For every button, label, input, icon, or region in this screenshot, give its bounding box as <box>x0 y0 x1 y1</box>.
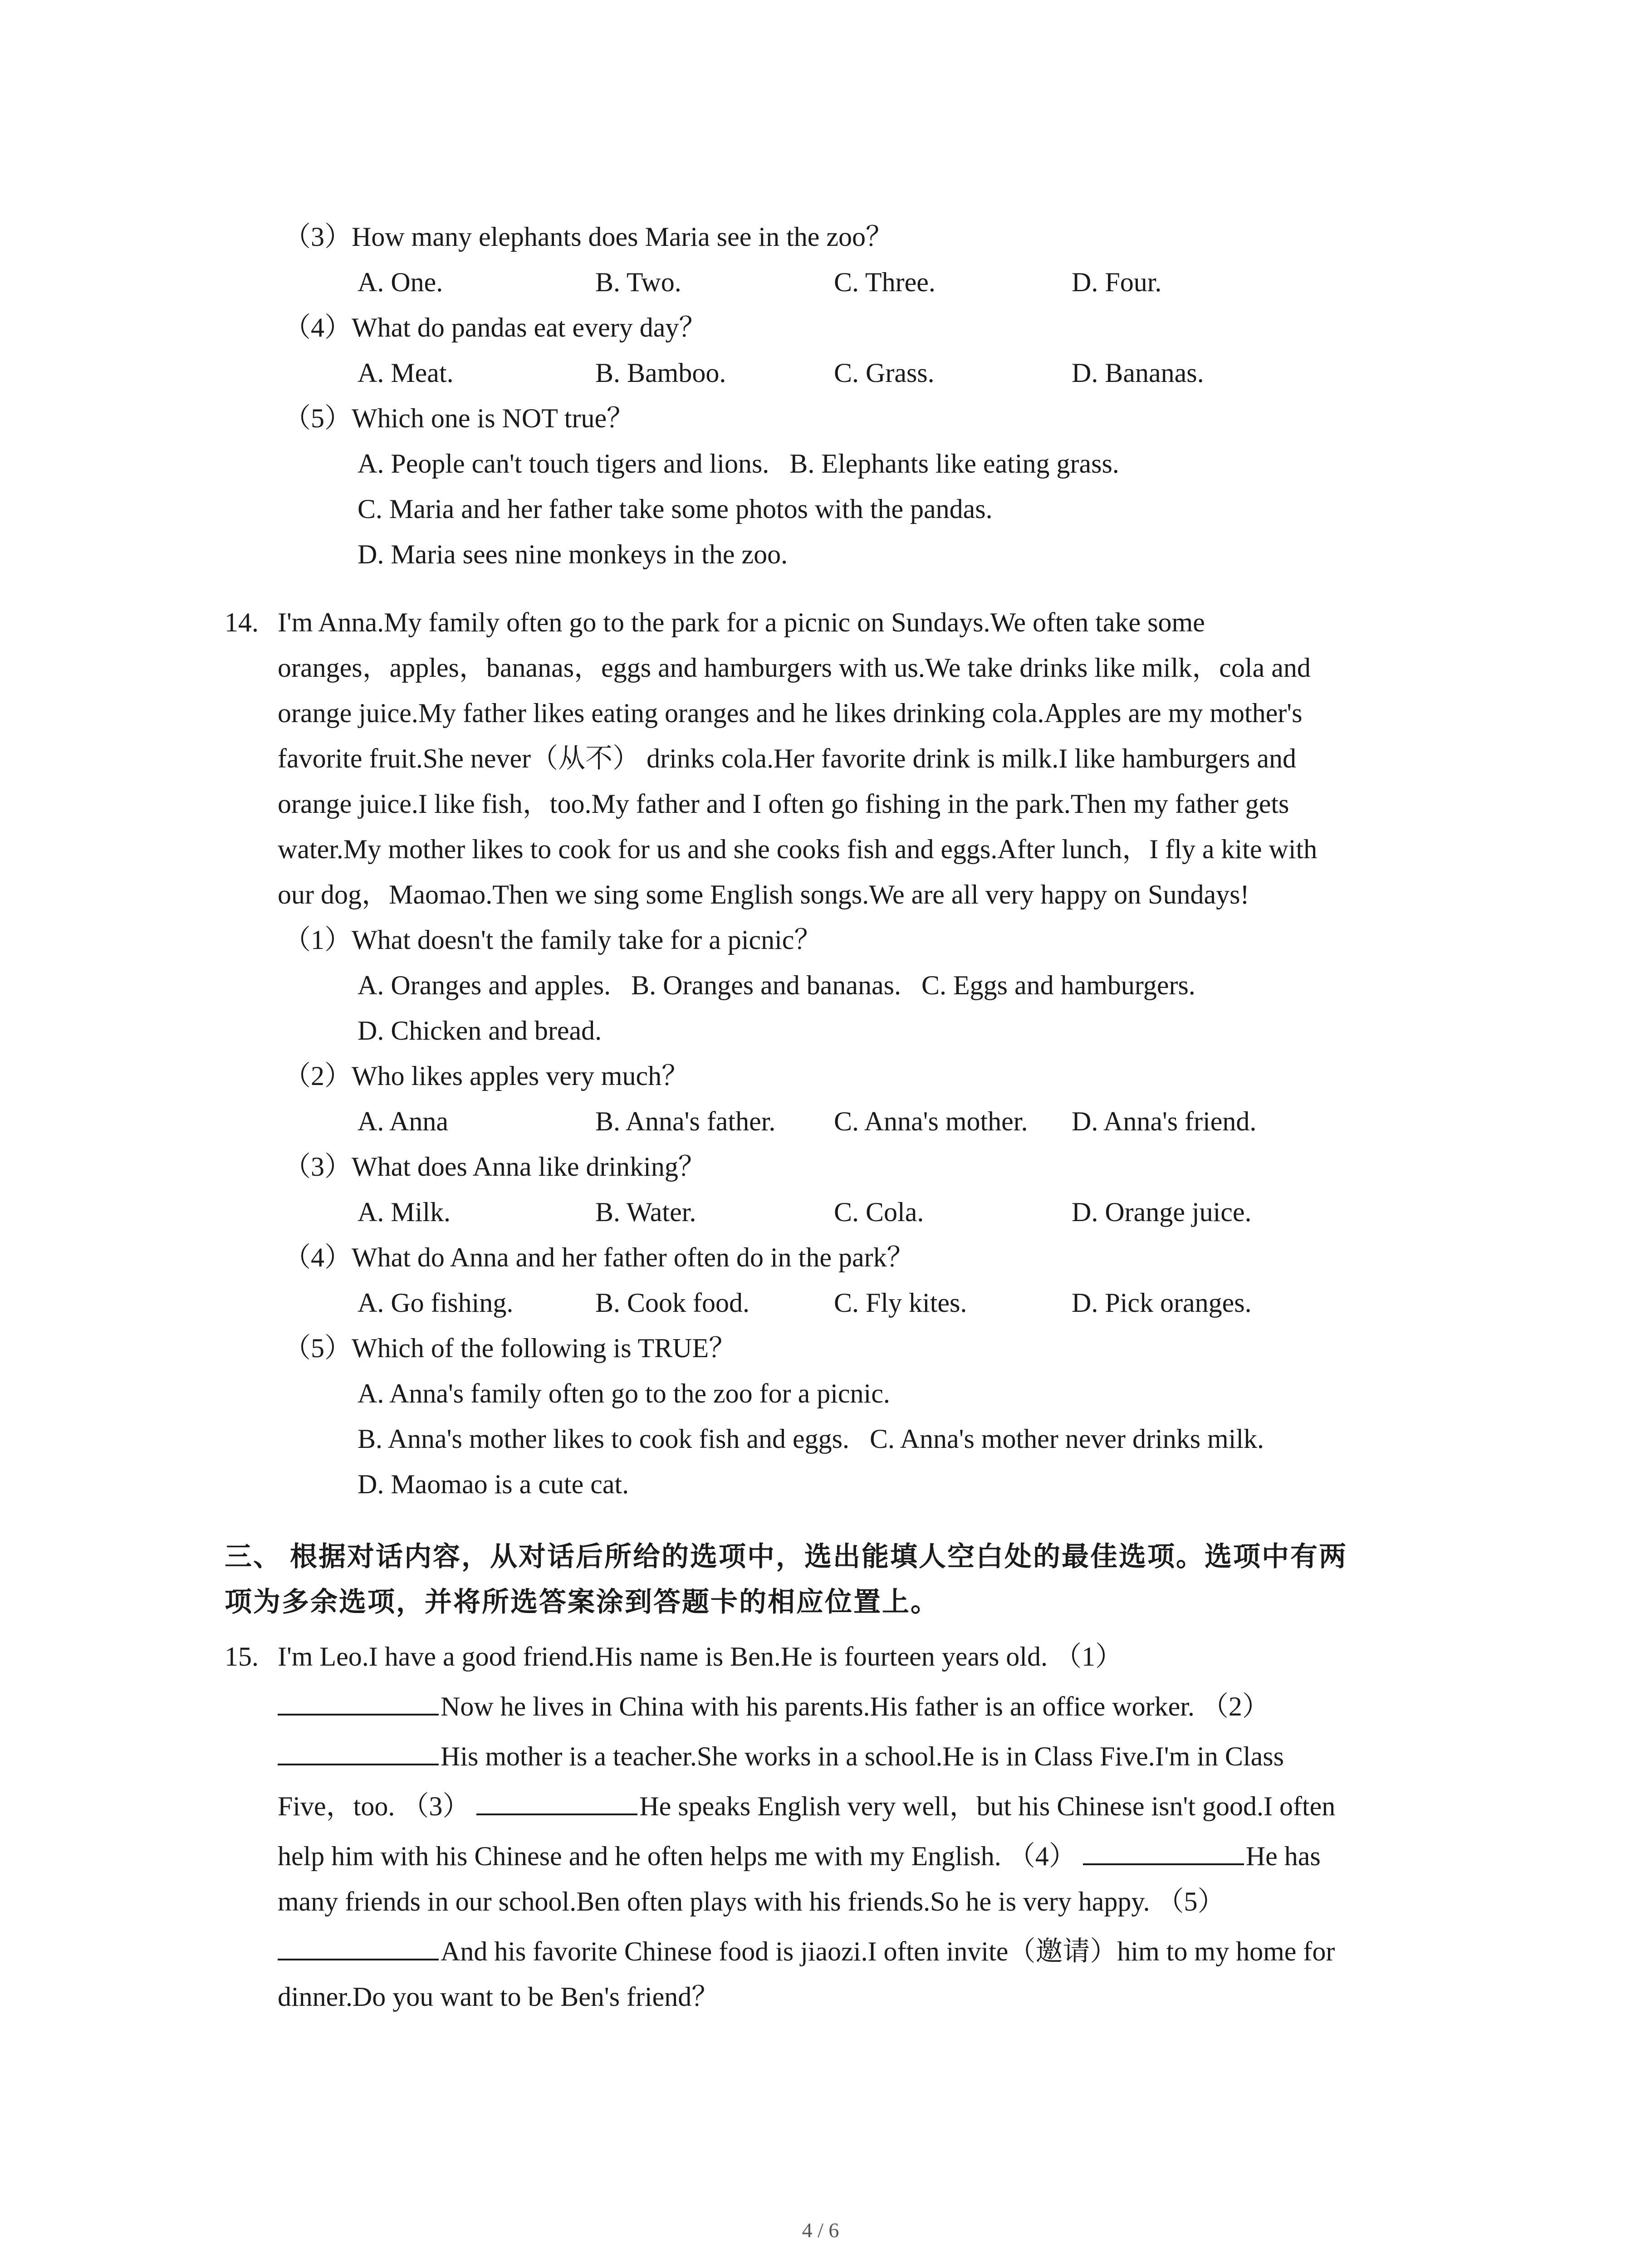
q15-number: 15. <box>225 1642 259 1672</box>
q15-line-6: many friends in our school.Ben often plays with his friends.So he is very happy. （5） <box>278 1887 1225 1916</box>
q14-number: 14. <box>225 607 259 637</box>
q13-sub5-options-ab: A. People can't touch tigers and lions. B. Elephants like eating grass. <box>358 449 1119 479</box>
q15-line-5b: He has <box>1245 1841 1321 1871</box>
answer-blank-3[interactable] <box>476 1786 637 1815</box>
q15-line-3 <box>278 1734 1284 1779</box>
q13-sub3-option-a: A. One. <box>358 267 443 297</box>
q14-passage-line: I'm Anna.My family often go to the park for a picnic on Sundays.We often take some <box>278 607 1205 637</box>
q14-sub2-option-a: A. Anna <box>358 1106 448 1136</box>
q14-passage-line: orange juice.My father likes eating oranges and he likes drinking cola.Apples are my mother's <box>278 698 1303 728</box>
q15-line-2 <box>278 1684 1269 1729</box>
q15-line-7-text: And his favorite Chinese food is jiaozi.I often invite（邀请）him to my home for <box>441 1936 1335 1966</box>
q13-sub5-option-d: D. Maria sees nine monkeys in the zoo. <box>358 539 788 569</box>
answer-blank-4[interactable] <box>1083 1836 1244 1865</box>
q14-sub1-stem: （1）What doesn't the family take for a picnic？ <box>284 925 822 955</box>
q14-sub3-stem: （3）What does Anna like drinking？ <box>284 1152 705 1182</box>
q14-sub3-option-a: A. Milk. <box>358 1197 451 1227</box>
answer-blank-2[interactable] <box>278 1736 439 1765</box>
q14-sub5-option-d: D. Maomao is a cute cat. <box>358 1469 629 1499</box>
q14-sub4-option-d: D. Pick oranges. <box>1072 1288 1252 1318</box>
answer-blank-5[interactable] <box>278 1931 439 1960</box>
q13-sub4-stem: （4）What do pandas eat every day？ <box>284 313 706 342</box>
q13-sub4-option-c: C. Grass. <box>834 358 935 388</box>
q14-passage-line: favorite fruit.She never（从不） drinks cola.Her favorite drink is milk.I like hamburgers and <box>278 743 1296 773</box>
q14-sub4-option-c: C. Fly kites. <box>834 1288 967 1318</box>
q15-line-7 <box>278 1929 1335 1974</box>
q14-passage-line: orange juice.I like fish，too.My father and I often go fishing in the park.Then my father gets <box>278 789 1289 819</box>
q15-line-2-text: Now he lives in China with his parents.His father is an office worker. （2） <box>441 1691 1269 1721</box>
q13-sub4-option-d: D. Bananas. <box>1072 358 1204 388</box>
q14-passage-line: water.My mother likes to cook for us and she cooks fish and eggs.After lunch，I fly a kite with <box>278 834 1318 864</box>
q15-line-4 <box>278 1784 1335 1829</box>
q13-sub3-stem: （3）How many elephants does Maria see in the zoo？ <box>284 222 893 252</box>
section-3-heading-line1: 三、 根据对话内容，从对话后所给的选项中，选出能填人空白处的最佳选项。选项中有两 <box>225 1542 1347 1572</box>
q14-sub4-option-b: B. Cook food. <box>595 1288 750 1318</box>
q13-sub3-option-c: C. Three. <box>834 267 936 297</box>
answer-blank-1[interactable] <box>278 1686 439 1716</box>
q14-sub5-options-bc: B. Anna's mother likes to cook fish and eggs. C. Anna's mother never drinks milk. <box>358 1424 1264 1454</box>
q15-line-1: I'm Leo.I have a good friend.His name is Ben.He is fourteen years old. （1） <box>278 1642 1122 1672</box>
q13-sub4-option-a: A. Meat. <box>358 358 454 388</box>
q13-sub4-option-b: B. Bamboo. <box>595 358 726 388</box>
section-3-heading-line2: 项为多余选项，并将所选答案涂到答题卡的相应位置上。 <box>225 1587 939 1617</box>
q14-passage-line: our dog，Maomao.Then we sing some English songs.We are all very happy on Sundays! <box>278 880 1249 909</box>
q14-sub5-stem: （5）Which of the following is TRUE？ <box>284 1333 736 1363</box>
q14-sub5-option-a: A. Anna's family often go to the zoo for a picnic. <box>358 1378 890 1408</box>
q14-sub1-option-d: D. Chicken and bread. <box>358 1016 602 1046</box>
q14-passage-line: oranges，apples，bananas，eggs and hamburgers with us.We take drinks like milk，cola and <box>278 653 1311 683</box>
q13-sub3-option-d: D. Four. <box>1072 267 1162 297</box>
q14-sub2-option-d: D. Anna's friend. <box>1072 1106 1257 1136</box>
q13-sub5-stem: （5）Which one is NOT true？ <box>284 403 634 433</box>
q14-sub4-stem: （4）What do Anna and her father often do in the park？ <box>284 1242 914 1272</box>
q14-sub3-option-b: B. Water. <box>595 1197 696 1227</box>
q13-sub3-option-b: B. Two. <box>595 267 681 297</box>
q15-line-4a: Five，too. （3） <box>278 1791 470 1821</box>
q15-line-5 <box>278 1833 1321 1879</box>
q14-sub3-option-d: D. Orange juice. <box>1072 1197 1252 1227</box>
q14-sub1-options-abc: A. Oranges and apples. B. Oranges and bananas. C. Eggs and hamburgers. <box>358 970 1195 1000</box>
q15-line-8: dinner.Do you want to be Ben's friend？ <box>278 1982 719 2012</box>
q14-sub4-option-a: A. Go fishing. <box>358 1288 514 1318</box>
q15-line-5a: help him with his Chinese and he often helps me with my English. （4） <box>278 1841 1076 1871</box>
q15-line-4b: He speaks English very well，but his Chinese isn't good.I often <box>639 1791 1336 1821</box>
q15-line-3-text: His mother is a teacher.She works in a school.He is in Class Five.I'm in Class <box>441 1741 1284 1771</box>
q14-sub2-option-b: B. Anna's father. <box>595 1106 776 1136</box>
q14-sub3-option-c: C. Cola. <box>834 1197 924 1227</box>
q14-sub2-option-c: C. Anna's mother. <box>834 1106 1028 1136</box>
q14-sub2-stem: （2）Who likes apples very much？ <box>284 1061 689 1091</box>
q13-sub5-option-c: C. Maria and her father take some photos with the pandas. <box>358 494 993 524</box>
page-number: 4 / 6 <box>802 2219 839 2242</box>
